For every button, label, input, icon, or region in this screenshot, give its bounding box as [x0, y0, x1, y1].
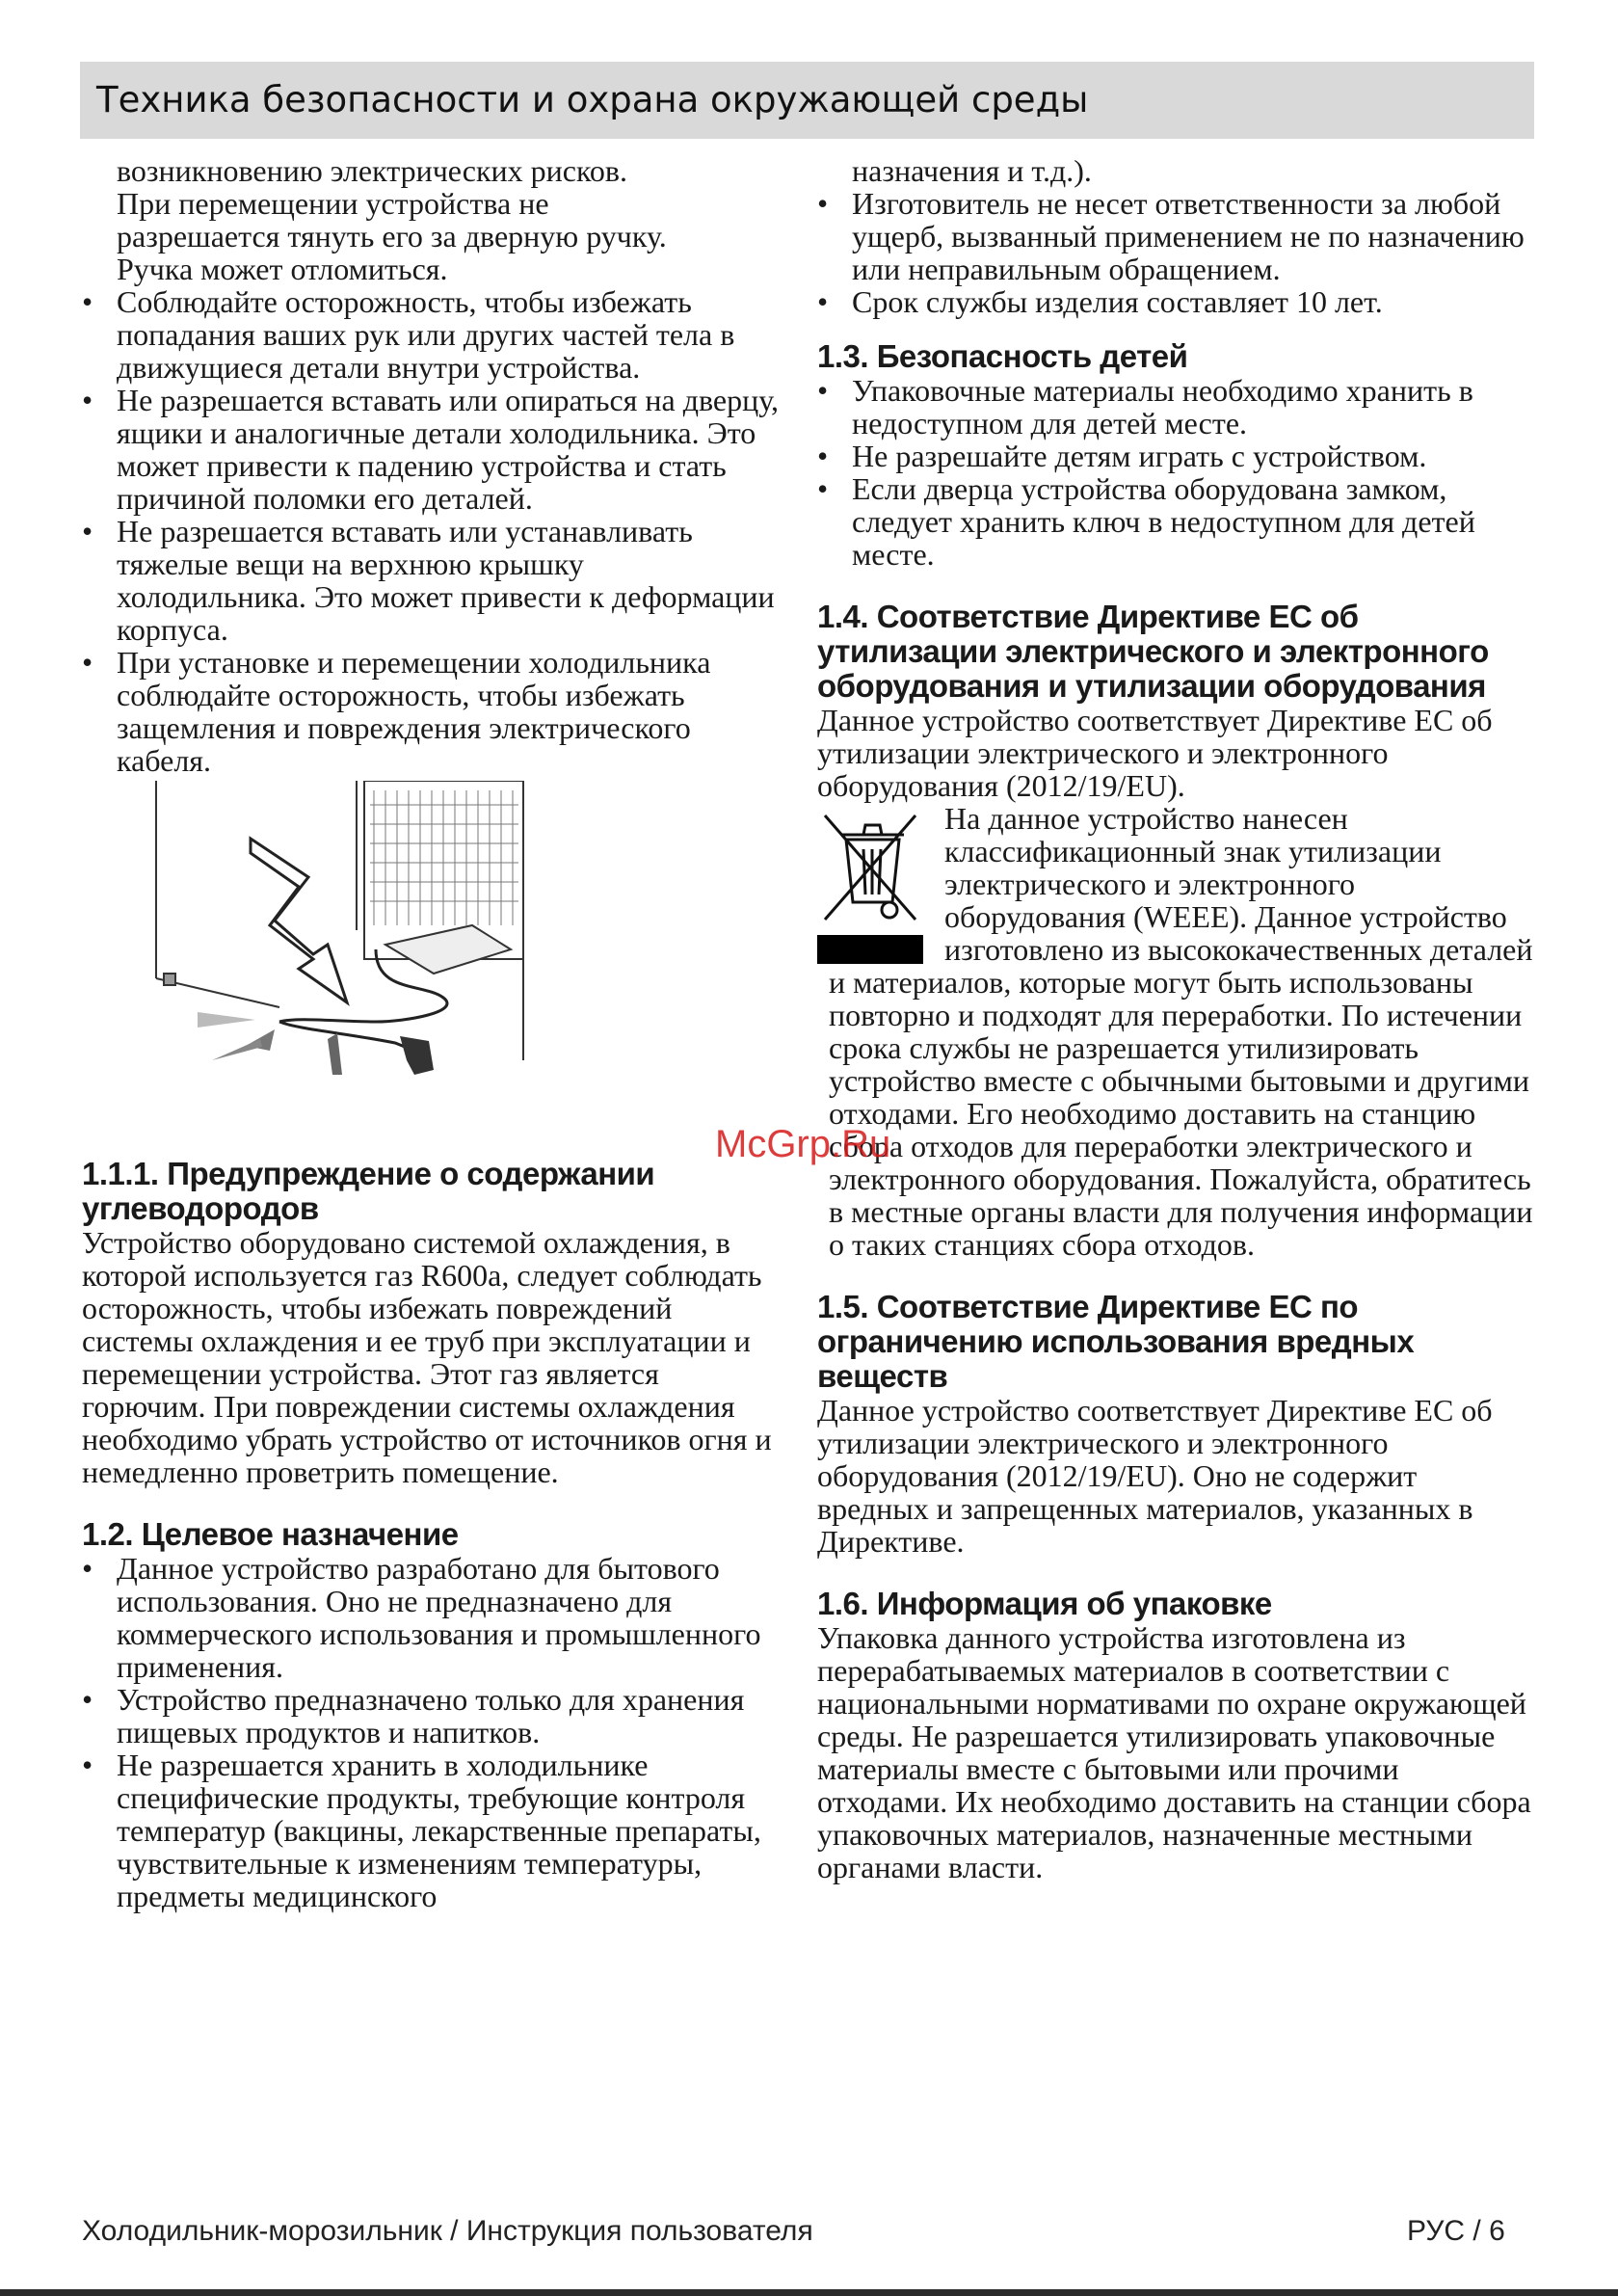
text-line: При перемещении устройства не: [117, 186, 549, 221]
section-heading: 1.2. Целевое назначение: [82, 1516, 459, 1552]
list-item: • Если дверца устройства оборудована замком, следует хранить ключ в недоступном для детей месте.: [817, 472, 1535, 571]
paragraph: Данное устройство соответствует Директиве ЕС об утилизации электрического и электронного оборудования (2012/19/EU). Оно не содержит вредных и запрещенных материалов, указанных в Директиве.: [817, 1393, 1493, 1559]
paragraph: Упаковка данного устройства изготовлена из перерабатываемых материалов в соответствии с национальными нормативами по охране окружающей среды. Не разрешается утилизировать упаковочные материалы вместе с бытовыми или прочими отходами. Их необходимо доставить на станции сбора упаковочных материалов, назначенные местными органами власти.: [817, 1620, 1531, 1884]
safety-bullet-list: [82, 285, 781, 777]
paragraph: и материалов, которые могут быть использованы повторно и подходят для переработки. По истечении срока службы не разрешается утилизировать устройство вместе с обычными бытовыми и другими отходами. Его необходимо доставить на станцию сбора отходов для переработки электрического и электронного оборудования. Пожалуйста, обратитесь в местные органы власти для получения информации о таких станциях сбора отходов.: [829, 965, 1533, 1262]
section-heading: 1.3. Безопасность детей: [817, 338, 1188, 374]
list-item: • Данное устройство разработано для бытового использования. Оно не предназначено для коммерческого использования и промышленного применения.: [82, 1552, 781, 1683]
weee-block: [817, 802, 1535, 966]
list-item: • При установке и перемещении холодильника соблюдайте осторожность, чтобы избежать защемления и повреждения электрического кабеля.: [82, 646, 781, 777]
list-item: • Не разрешайте детям играть с устройством.: [817, 440, 1535, 472]
refrigerator-cable-illustration: [154, 781, 540, 1099]
continuation-text: [82, 154, 781, 285]
weee-text: На данное устройство нанесен классификационный знак утилизации электрического и электронного оборудования (WEEE). Данное устройство изготовлено из высококачественных деталей: [944, 801, 1533, 967]
list-item: • Не разрешается вставать или устанавливать тяжелые вещи на верхнюю крышку холодильника. Это может привести к деформации корпуса.: [82, 515, 781, 646]
section-heading: 1.6. Информация об упаковке: [817, 1586, 1272, 1621]
right-column: [817, 154, 1535, 1883]
list-item: • Не разрешается вставать или опираться на дверцу, ящики и аналогичные детали холодильника. Это может привести к падению устройства и стать причиной поломки его деталей.: [82, 384, 781, 515]
list-item: • Не разрешается хранить в холодильнике специфические продукты, требующие контроля температур (вакцины, лекарственные препараты, чувствительные к изменениям температуры, предметы медицинского: [82, 1749, 781, 1912]
bottom-divider: [0, 2289, 1618, 2296]
list-item: • Срок службы изделия составляет 10 лет.: [817, 285, 1535, 318]
section-heading: 1.1.1. Предупреждение о содержании углеводородов: [82, 1156, 655, 1226]
continuation-text: назначения и т.д.).: [852, 153, 1092, 188]
list-item: • Изготовитель не несет ответственности за любой ущерб, вызванный применением не по назначению или неправильным обращением.: [817, 187, 1535, 285]
purpose-bullet-list: [82, 1552, 781, 1912]
text-line: возникновению электрических рисков.: [117, 153, 628, 188]
section-heading: 1.5. Соответствие Директиве ЕС по ограничению использования вредных веществ: [817, 1289, 1415, 1394]
weee-bin-icon: [817, 806, 923, 960]
liability-bullet-list: [817, 187, 1535, 318]
footer-page-number: РУС / 6: [1407, 2215, 1505, 2247]
weee-black-bar: [817, 935, 923, 964]
list-item: • Устройство предназначено только для хранения пищевых продуктов и напитков.: [82, 1683, 781, 1749]
refrigerator-cable-warning-icon: [154, 781, 540, 1099]
list-item: • Соблюдайте осторожность, чтобы избежать попадания ваших рук или других частей тела в движущиеся детали внутри устройства.: [82, 285, 781, 384]
child-safety-bullet-list: [817, 374, 1535, 571]
paragraph: Устройство оборудовано системой охлаждения, в которой используется газ R600a, следует соблюдать осторожность, чтобы избежать повреждений системы охлаждения и ее труб при эксплуатации и перемещении устройства. Этот газ является горючим. При повреждении системы охлаждения необходимо убрать устройство от источников огня и немедленно проветрить помещение.: [82, 1225, 772, 1489]
section-heading: 1.4. Соответствие Директиве ЕС об утилизации электрического и электронного оборудования и утилизации оборудования: [817, 599, 1489, 704]
left-column: [82, 154, 781, 1912]
paragraph: Данное устройство соответствует Директиве ЕС об утилизации электрического и электронного оборудования (2012/19/EU).: [817, 703, 1493, 803]
footer-document-title: Холодильник-морозильник / Инструкция пользователя: [82, 2215, 813, 2247]
list-item: • Упаковочные материалы необходимо хранить в недоступном для детей месте.: [817, 374, 1535, 440]
text-line: Ручка может отломиться.: [117, 252, 448, 286]
page-title: Техника безопасности и охрана окружающей среды: [96, 79, 1089, 120]
watermark: McGrp.Ru: [715, 1123, 891, 1165]
text-line: разрешается тянуть его за дверную ручку.: [117, 219, 667, 254]
